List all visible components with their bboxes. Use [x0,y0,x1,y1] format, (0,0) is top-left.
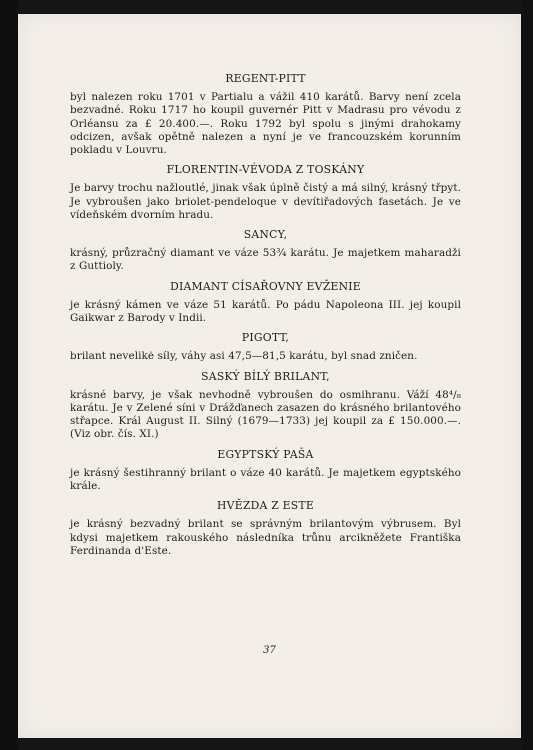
scan-right-edge [521,0,533,750]
section-paragraph: je krásný bezvadný brilant se správným brilantovým výbrusem. Byl kdysi majetkem rakouského následníka trůnu arcikněžete Františka Ferdinanda d'Este. [70,518,461,557]
section-heading: REGENT-PITT [225,72,306,85]
section-saxon-white [70,370,461,442]
section-paragraph: Je barvy trochu nažloutlé, jinak však úplně čistý a má silný, krásný třpyt. Je vybroušen jako briolet-pendeloque v devítiřadových fasetách. Je ve vídeňském dvorním hradu. [70,182,461,221]
section-sancy [70,228,461,274]
section-egyptian-pasha [70,448,461,494]
section-paragraph: je krásný šestihranný brilant o váze 40 karátů. Je majetkem egyptského krále. [70,466,461,493]
section-regent-pitt [70,72,461,157]
section-heading: SASKÝ BÍLÝ BRILANT, [201,369,330,383]
section-paragraph: byl nalezen roku 1701 v Partialu a vážil 410 karátů. Barvy není zcela bezvadné. Roku 1717 ho koupil guvernér Pitt v Madrasu pro vévodu z Orléansu za £ 20.400.—. Roku 1792 byl spolu s jinými drahokamy odcizen, avšak opětně nalezen a nyní je ve francouzském korunním pokladu v Louvru. [70,91,461,157]
section-florentin [70,163,461,222]
section-eugenie [70,280,461,326]
page-number: 37 [263,645,276,656]
section-star-of-este [70,499,461,558]
section-heading: PIGOTT, [241,331,290,345]
section-paragraph: brilant nevelikė síly, váhy asi 47,5—81,5 karátu, byl snad zničen. [70,350,418,363]
section-heading: SANCY, [243,228,288,242]
section-heading: DIAMANT CÍSAŘOVNY EVŽENIE [170,279,361,293]
section-paragraph: je krásný kámen ve váze 51 karátů. Po pádu Napoleona III. jej koupil Gaikwar z Barody v Indii. [70,298,461,325]
section-paragraph: krásné barvy, je však nevhodně vybroušen do osmihranu. Váží 48⁴/₈ karátu. Je v Zelené síni v Drážďanech zasazen do krásného brilantového střapce. Král August II. Silný (1679—1733) jej koupil za £ 150.000.—. (Viz obr. čís. XI.) [70,388,461,441]
document-page [18,14,521,738]
section-heading: EGYPTSKÝ PAŠA [217,447,314,461]
page-content [70,72,461,564]
section-heading: FLORENTIN-VÉVODA Z TOSKÁNY [166,163,365,177]
section-heading: HVĚZDA Z ESTE [216,499,315,513]
section-paragraph: krásný, průzračný diamant ve váze 53¾ karátu. Je majetkem maharadži z Guttioly. [70,247,461,273]
section-pigott [70,331,461,363]
scan-left-edge [0,0,18,750]
